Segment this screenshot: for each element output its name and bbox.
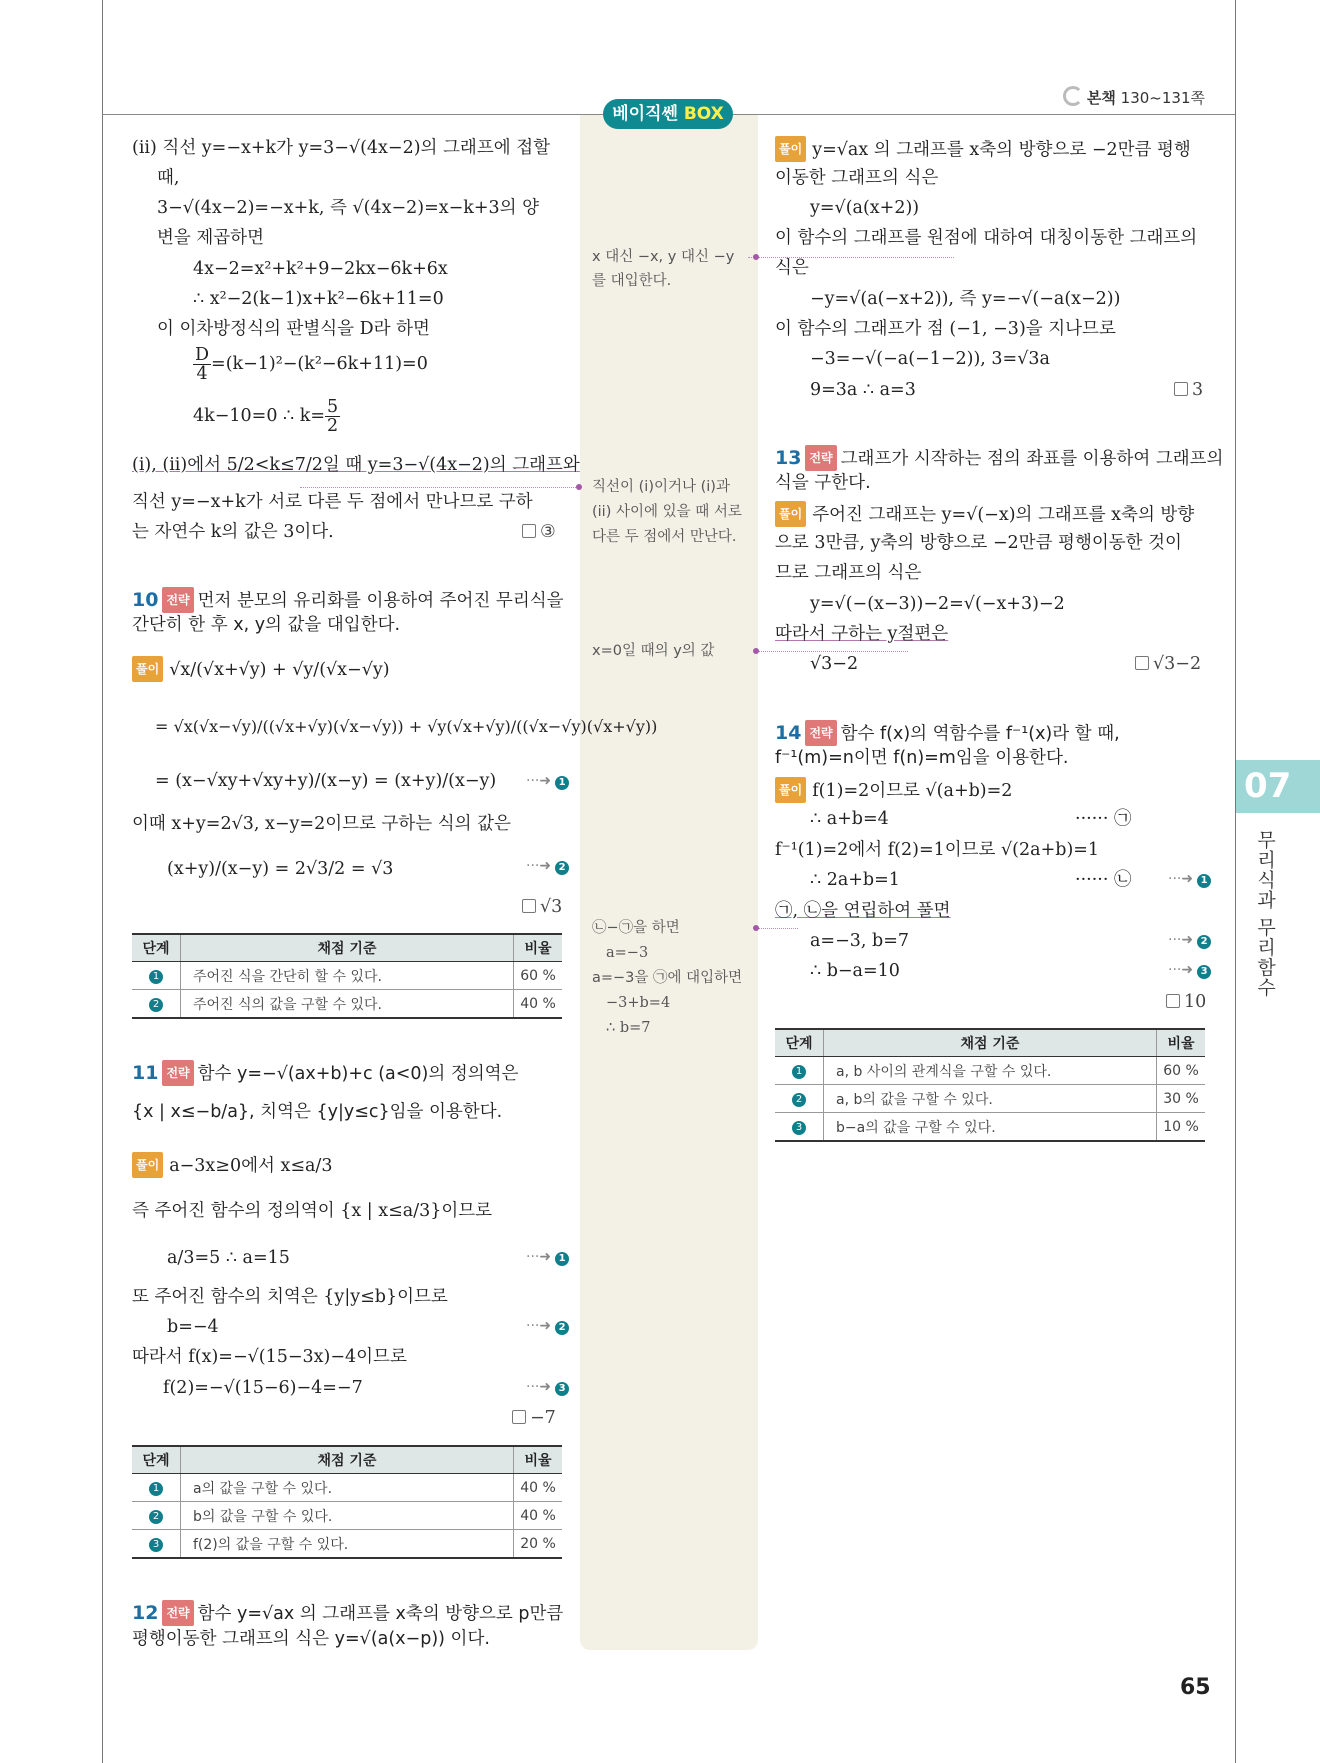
question-number: 12 xyxy=(132,1602,159,1624)
text-line: 따라서 구하는 y절편은 xyxy=(775,624,949,644)
answer-icon xyxy=(522,524,536,538)
strategy-text: f⁻¹(m)=n이면 f(n)=m임을 이용한다. xyxy=(775,748,1069,768)
criteria-cell: b−a의 값을 구할 수 있다. xyxy=(824,1113,1157,1142)
equation: f(2)=−√(15−6)−4=−7 xyxy=(163,1378,363,1398)
question-number: 11 xyxy=(132,1062,159,1084)
step-num: 2 xyxy=(555,861,569,875)
text: 주어진 그래프는 y=√(−x)의 그래프를 x축의 방향 xyxy=(812,505,1195,525)
step-marker-2 xyxy=(526,858,569,875)
criteria-cell: 주어진 식의 값을 구할 수 있다. xyxy=(181,990,514,1019)
equation: ∴ a+b=4 xyxy=(810,809,889,829)
step-num: 3 xyxy=(555,1382,569,1396)
text-line: 으로 3만큼, y축의 방향으로 −2만큼 평행이동한 것이 xyxy=(775,533,1182,553)
ratio-cell: 60 % xyxy=(1157,1057,1206,1085)
text-line: 변을 제곱하면 xyxy=(157,228,264,248)
solution-tag: 풀이 xyxy=(775,501,806,527)
answer-value: 3 xyxy=(1192,380,1204,400)
header-criteria: 채점 기준 xyxy=(181,934,514,962)
text-line: 3−√(4x−2)=−x+k, 즉 √(4x−2)=x−k+3의 양 xyxy=(157,198,540,218)
step-num: 3 xyxy=(149,1538,163,1552)
r-line xyxy=(775,136,1191,162)
side-note: 직선이 (i)이거나 (i)과 xyxy=(592,479,730,495)
question-number: 10 xyxy=(132,589,159,611)
strategy-tag: 전략 xyxy=(805,445,836,471)
side-note: x 대신 −x, y 대신 −y xyxy=(592,249,735,265)
strategy-text: 간단히 한 후 x, y의 값을 대입한다. xyxy=(132,615,401,635)
text-line: 는 자연수 k의 값은 3이다. xyxy=(132,522,334,542)
equation: ∴ x²−2(k−1)x+k²−6k+11=0 xyxy=(193,289,444,309)
answer xyxy=(522,520,556,544)
step-num: 2 xyxy=(555,1321,569,1335)
side-note: 를 대입한다. xyxy=(592,273,672,289)
strategy-tag: 전략 xyxy=(162,587,193,613)
header-step: 단계 xyxy=(775,1029,824,1057)
grading-table-14 xyxy=(775,1028,1205,1142)
step-arrow: ···➜ xyxy=(526,1318,552,1334)
left-margin-line xyxy=(102,0,103,1763)
table-row xyxy=(775,1113,1205,1142)
step-marker-1 xyxy=(1168,871,1211,888)
frac-den: 2 xyxy=(327,416,339,436)
equation: ∴ b−a=10 xyxy=(810,961,900,981)
text-line: 므로 그래프의 식은 xyxy=(775,563,922,583)
side-note: x=0일 때의 y의 값 xyxy=(592,643,715,659)
table-row xyxy=(132,962,562,990)
equation-k xyxy=(193,398,340,435)
fraction xyxy=(193,346,211,383)
header-step: 단계 xyxy=(132,1446,181,1474)
side-note: ∴ b=7 xyxy=(606,1020,651,1036)
step-marker-2 xyxy=(1168,932,1211,949)
strategy-text: 식을 구한다. xyxy=(775,473,871,493)
step-arrow: ···➜ xyxy=(526,858,552,874)
strategy-text: 그래프가 시작하는 점의 좌표를 이용하여 그래프의 xyxy=(840,449,1224,469)
question-13-header xyxy=(775,445,1223,471)
equation: −3=−√(−a(−1−2)), 3=√3a xyxy=(810,349,1050,369)
strategy-text: 먼저 분모의 유리화를 이용하여 주어진 무리식을 xyxy=(197,591,564,611)
ratio-cell: 40 % xyxy=(514,1502,563,1530)
text-line: 이때 x+y=2√3, x−y=2이므로 구하는 식의 값은 xyxy=(132,814,511,834)
ref-label: 본책 xyxy=(1086,89,1116,107)
equation-rest: =(k−1)²−(k²−6k+11)=0 xyxy=(211,354,428,374)
equation: a−3x≥0에서 x≤a/3 xyxy=(169,1156,333,1176)
step-arrow: ···➜ xyxy=(526,1249,552,1265)
ratio-cell: 40 % xyxy=(514,990,563,1019)
r-line xyxy=(775,501,1194,527)
question-14-header xyxy=(775,720,1120,746)
connector-dot xyxy=(753,925,759,931)
grading-table-10 xyxy=(132,933,562,1019)
strategy-tag: 전략 xyxy=(162,1060,193,1086)
text: f(1)=2이므로 √(a+b)=2 xyxy=(812,781,1013,801)
table-row xyxy=(132,990,562,1019)
answer-icon xyxy=(1166,994,1180,1008)
side-note-column xyxy=(580,115,758,1650)
chapter-title: 무리식과 무리함수 xyxy=(1254,830,1276,998)
equation: √x/(√x+√y) + √y/(√x−√y) xyxy=(169,660,390,680)
answer-value: 10 xyxy=(1184,992,1207,1012)
equation: ∴ 2a+b=1 xyxy=(810,870,900,890)
text-line: 이 이차방정식의 판별식을 D라 하면 xyxy=(157,319,430,339)
text-line: 즉 주어진 함수의 정의역이 {x | x≤a/3}이므로 xyxy=(132,1201,493,1221)
book-icon xyxy=(1063,86,1083,106)
table-row xyxy=(775,1057,1205,1085)
text-line: 때, xyxy=(157,168,180,188)
r-line xyxy=(775,777,1012,803)
text-line: ㉠, ㉡을 연립하여 풀면 xyxy=(775,901,951,921)
text-line: 따라서 f(x)=−√(15−3x)−4이므로 xyxy=(132,1347,407,1367)
strategy-text: 함수 y=−√(ax+b)+c (a<0)의 정의역은 xyxy=(197,1064,519,1084)
answer-value: √3−2 xyxy=(1153,654,1202,674)
ratio-cell: 60 % xyxy=(514,962,563,990)
step-marker-1 xyxy=(526,1249,569,1266)
fraction xyxy=(325,398,340,435)
header-ratio: 비율 xyxy=(514,1446,563,1474)
ratio-cell: 20 % xyxy=(514,1530,563,1559)
badge-text-a: 베이직쎈 xyxy=(612,104,678,124)
strategy-text: 함수 y=√ax 의 그래프를 x축의 방향으로 p만큼 xyxy=(197,1604,564,1624)
equation: b=−4 xyxy=(167,1317,219,1337)
step-arrow: ···➜ xyxy=(526,1379,552,1395)
ratio-cell: 40 % xyxy=(514,1474,563,1502)
equation: √3−2 xyxy=(810,654,859,674)
text-line: 이 함수의 그래프가 점 (−1, −3)을 지나므로 xyxy=(775,319,1116,339)
equation-text: 4k−10=0 ∴ k= xyxy=(193,406,325,426)
step-arrow: ···➜ xyxy=(1168,932,1194,948)
step-num: 1 xyxy=(149,1482,163,1496)
text-line: (i), (ii)에서 5/2<k≤7/2일 때 y=3−√(4x−2)의 그래프와 xyxy=(132,455,580,475)
equation: y=√(−(x−3))−2=√(−x+3)−2 xyxy=(810,594,1065,614)
header-criteria: 채점 기준 xyxy=(181,1446,514,1474)
equation: −y=√(a(−x+2)), 즉 y=−√(−a(x−2)) xyxy=(810,289,1121,309)
frac-num: 5 xyxy=(327,397,339,417)
text-line: 또 주어진 함수의 치역은 {y|y≤b}이므로 xyxy=(132,1287,448,1307)
strategy-text: 평행이동한 그래프의 식은 y=√(a(x−p)) 이다. xyxy=(132,1629,490,1649)
table-row xyxy=(132,1530,562,1559)
step-num: 1 xyxy=(555,1252,569,1266)
right-margin-line xyxy=(1235,0,1236,1763)
step-num: 2 xyxy=(1197,935,1211,949)
ratio-cell: 30 % xyxy=(1157,1085,1206,1113)
text-line: f⁻¹(1)=2에서 f(2)=1이므로 √(2a+b)=1 xyxy=(775,840,1100,860)
strategy-text: {x | x≤−b/a}, 치역은 {y|y≤c}임을 이용한다. xyxy=(132,1102,503,1122)
header-ratio: 비율 xyxy=(1157,1029,1206,1057)
strategy-tag: 전략 xyxy=(162,1600,193,1626)
reference-pages xyxy=(1063,86,1205,108)
connector-dot xyxy=(576,484,582,490)
equation: 4x−2=x²+k²+9−2kx−6k+6x xyxy=(193,259,448,279)
text-line: 이 함수의 그래프를 원점에 대하여 대칭이동한 그래프의 xyxy=(775,228,1198,248)
text-line: 직선 y=−x+k가 서로 다른 두 점에서 만나므로 구하 xyxy=(132,492,533,512)
step-marker-3 xyxy=(1168,962,1211,979)
frac-den: 4 xyxy=(196,364,208,384)
badge-text-b: BOX xyxy=(683,104,724,124)
q10-line xyxy=(132,656,390,682)
chapter-tab: 07 xyxy=(1236,760,1320,813)
answer-value: √3 xyxy=(540,897,563,917)
step-num: 2 xyxy=(149,998,163,1012)
connector-dot xyxy=(753,254,759,260)
step-num: 3 xyxy=(1197,965,1211,979)
grading-table-11 xyxy=(132,1445,562,1559)
criteria-cell: a, b의 값을 구할 수 있다. xyxy=(824,1085,1157,1113)
ratio-cell: 10 % xyxy=(1157,1113,1206,1142)
step-num: 1 xyxy=(1197,874,1211,888)
step-num: 1 xyxy=(555,776,569,790)
criteria-cell: b의 값을 구할 수 있다. xyxy=(181,1502,514,1530)
basic-box-badge xyxy=(603,99,733,129)
step-arrow: ···➜ xyxy=(526,773,552,789)
header-step: 단계 xyxy=(132,934,181,962)
header-ratio: 비율 xyxy=(514,934,563,962)
question-10-header xyxy=(132,587,564,613)
q11-line xyxy=(132,1152,332,1178)
equation-discriminant xyxy=(193,346,428,383)
answer-icon xyxy=(1174,382,1188,396)
table-row xyxy=(132,1502,562,1530)
side-note: −3+b=4 xyxy=(606,995,671,1011)
question-number: 13 xyxy=(775,447,802,469)
table-row xyxy=(132,1474,562,1502)
strategy-text: 함수 f(x)의 역함수를 f⁻¹(x)라 할 때, xyxy=(840,724,1120,744)
page-number: 65 xyxy=(1180,1675,1211,1700)
criteria-cell: a, b 사이의 관계식을 구할 수 있다. xyxy=(824,1057,1157,1085)
text-line: 이동한 그래프의 식은 xyxy=(775,168,939,188)
connector-line xyxy=(300,487,580,488)
frac-num: D xyxy=(195,345,210,365)
equation: (x+y)/(x−y) = 2√3/2 = √3 xyxy=(167,859,394,879)
strategy-tag: 전략 xyxy=(805,720,836,746)
text-line: 식은 xyxy=(775,258,809,278)
equation: = (x−√xy+√xy+y)/(x−y) = (x+y)/(x−y) xyxy=(155,771,497,791)
label-b: ······ ㉡ xyxy=(1075,870,1132,890)
answer-icon xyxy=(1135,656,1149,670)
question-11-header xyxy=(132,1060,518,1086)
ref-pages: 130~131쪽 xyxy=(1120,89,1205,107)
solution-tag: 풀이 xyxy=(775,136,806,162)
side-note: a=−3을 ㉠에 대입하면 xyxy=(592,970,743,986)
side-note: ㉡−㉠을 하면 xyxy=(592,920,680,936)
connector-line xyxy=(758,928,798,929)
solution-tag: 풀이 xyxy=(132,1152,163,1178)
side-note: 다른 두 점에서 만난다. xyxy=(592,529,737,545)
question-number: 14 xyxy=(775,722,802,744)
side-note: (ii) 사이에 있을 때 서로 xyxy=(592,504,742,520)
step-num: 2 xyxy=(149,1510,163,1524)
answer xyxy=(1166,990,1206,1014)
answer-value: −7 xyxy=(530,1408,556,1428)
answer-icon xyxy=(512,1410,526,1424)
header-criteria: 채점 기준 xyxy=(824,1029,1157,1057)
step-num: 3 xyxy=(792,1121,806,1135)
criteria-cell: f(2)의 값을 구할 수 있다. xyxy=(181,1530,514,1559)
side-note: a=−3 xyxy=(606,945,649,961)
text: y=√ax 의 그래프를 x축의 방향으로 −2만큼 평행 xyxy=(812,140,1191,160)
equation: a=−3, b=7 xyxy=(810,931,910,951)
step-num: 2 xyxy=(792,1093,806,1107)
text-line: (ii) 직선 y=−x+k가 y=3−√(4x−2)의 그래프에 접할 xyxy=(132,138,551,158)
equation: y=√(a(x+2)) xyxy=(810,198,920,218)
answer xyxy=(522,895,562,919)
table-row xyxy=(775,1085,1205,1113)
step-marker-1 xyxy=(526,773,569,790)
step-arrow: ···➜ xyxy=(1168,962,1194,978)
answer xyxy=(1174,378,1203,402)
step-arrow: ···➜ xyxy=(1168,871,1194,887)
equation: 9=3a ∴ a=3 xyxy=(810,380,916,400)
criteria-cell: a의 값을 구할 수 있다. xyxy=(181,1474,514,1502)
connector-dot xyxy=(753,648,759,654)
step-num: 1 xyxy=(792,1065,806,1079)
step-marker-3 xyxy=(526,1379,569,1396)
answer-value: ③ xyxy=(540,522,556,542)
equation: a/3=5 ∴ a=15 xyxy=(167,1248,290,1268)
label-a: ······ ㉠ xyxy=(1075,809,1132,829)
solution-tag: 풀이 xyxy=(775,777,806,803)
step-marker-2 xyxy=(526,1318,569,1335)
solution-tag: 풀이 xyxy=(132,656,163,682)
equation: = √x(√x−√y)/((√x+√y)(√x−√y)) + √y(√x+√y)/((√x−√y)(√x+√y)) xyxy=(155,717,658,736)
step-num: 1 xyxy=(149,970,163,984)
answer-icon xyxy=(522,899,536,913)
answer xyxy=(1135,652,1201,676)
answer xyxy=(512,1406,556,1430)
question-12-header xyxy=(132,1600,563,1626)
criteria-cell: 주어진 식을 간단히 할 수 있다. xyxy=(181,962,514,990)
